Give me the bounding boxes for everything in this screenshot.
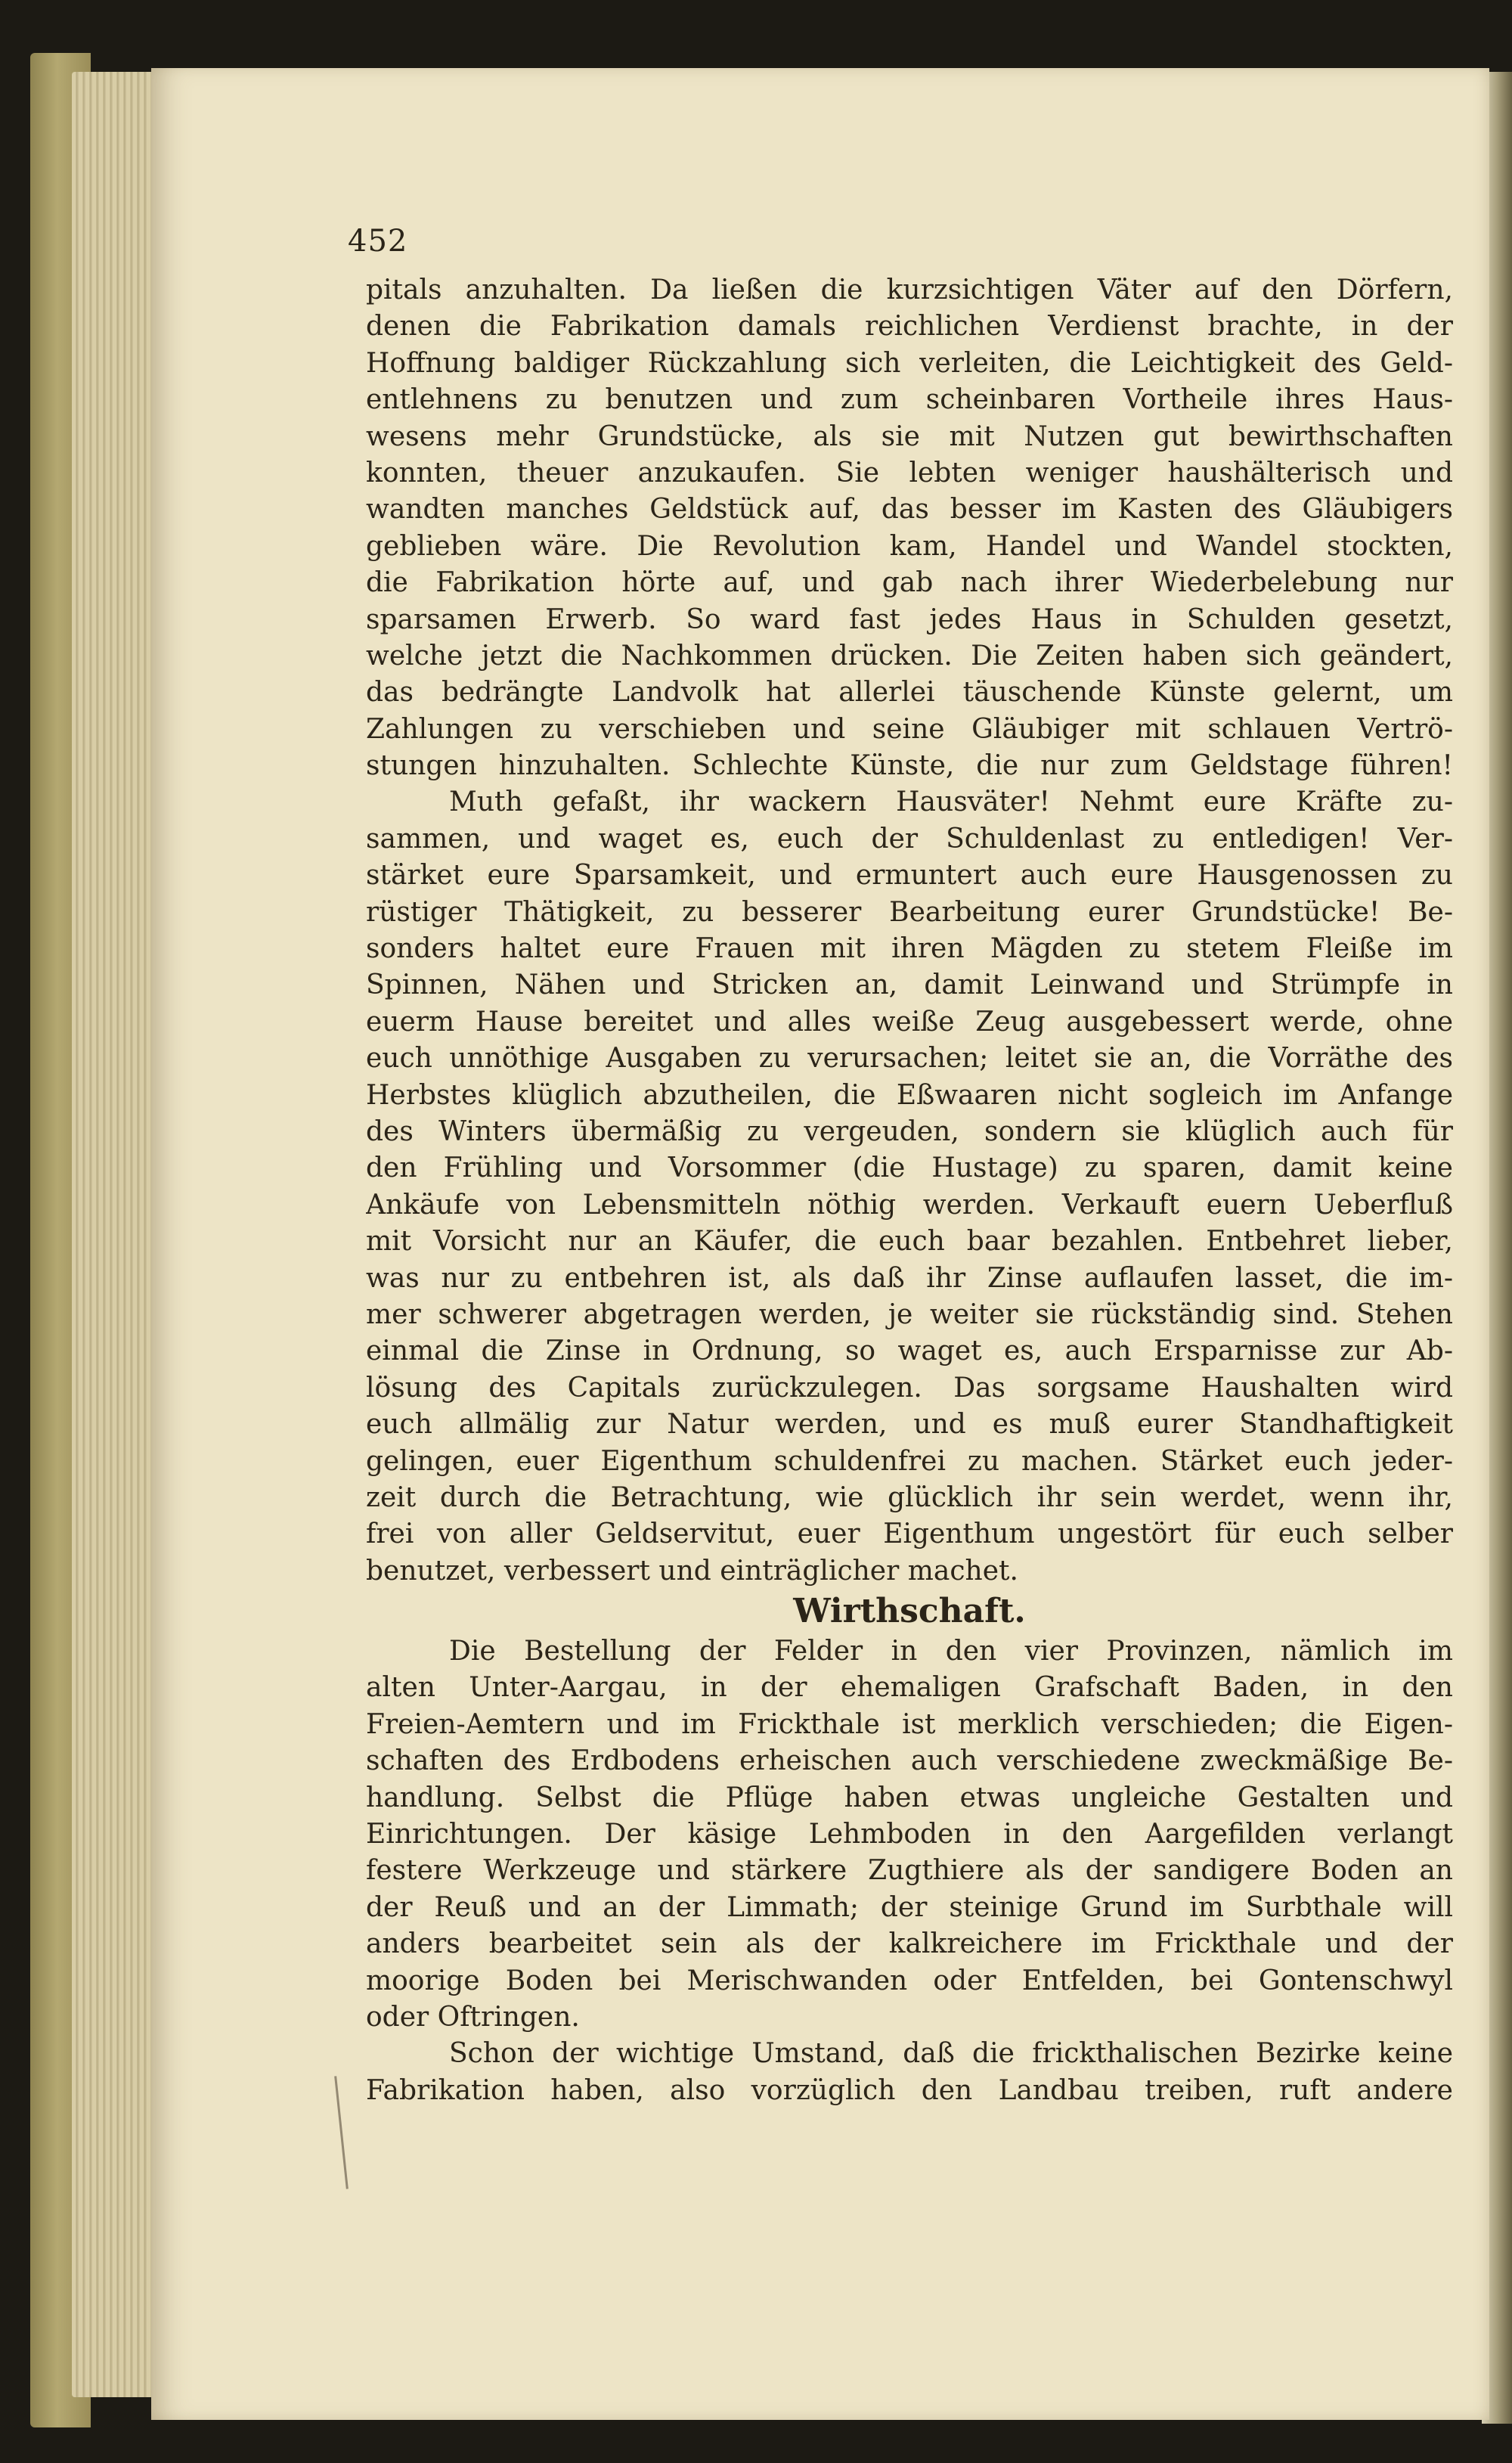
text-line: gelingen, euer Eigenthum schuldenfrei zu machen. Stärket euch jeder-	[366, 1445, 1453, 1477]
text-line: sparsamen Erwerb. So ward fast jedes Haus in Schulden gesetzt,	[366, 603, 1453, 635]
page-edges	[72, 72, 163, 2397]
text-line: Freien-Aemtern und im Frickthale ist merklich verschieden; die Eigen-	[366, 1708, 1453, 1740]
paragraph-3	[366, 1633, 1453, 2036]
text-line: wesens mehr Grundstücke, als sie mit Nutzen gut bewirthschaften	[366, 420, 1453, 452]
text-line: geblieben wäre. Die Revolution kam, Handel und Wandel stockten,	[366, 530, 1453, 562]
text-line: lösung des Capitals zurückzulegen. Das sorgsame Haushalten wird	[366, 1372, 1453, 1404]
text-line: Ankäufe von Lebensmitteln nöthig werden. Verkauft euern Ueberfluß	[366, 1189, 1453, 1221]
text-line: einmal die Zinse in Ordnung, so waget es, auch Ersparnisse zur Ab-	[366, 1335, 1453, 1367]
text-line: Hoffnung baldiger Rückzahlung sich verleiten, die Leichtigkeit des Geld-	[366, 347, 1453, 379]
text-line: das bedrängte Landvolk hat allerlei täuschende Künste gelernt, um	[366, 677, 1453, 709]
paragraph-2	[366, 784, 1453, 1590]
text-line: sammen, und waget es, euch der Schuldenlast zu entledigen! Ver-	[366, 823, 1453, 855]
text-line: festere Werkzeuge und stärkere Zugthiere als der sandigere Boden an	[366, 1855, 1453, 1887]
text-line: des Winters übermäßig zu vergeuden, sondern sie klüglich auch für	[366, 1115, 1453, 1147]
text-line: mer schwerer abgetragen werden, je weiter sie rückständig sind. Stehen	[366, 1298, 1453, 1330]
text-line: frei von aller Geldservitut, euer Eigenthum ungestört für euch selber	[366, 1518, 1453, 1550]
text-line: rüstiger Thätigkeit, zu besserer Bearbeitung eurer Grundstücke! Be-	[366, 896, 1453, 928]
text-line: der Reuß und an der Limmath; der steinige Grund im Surbthale will	[366, 1891, 1453, 1923]
text-line: Zahlungen zu verschieben und seine Gläubiger mit schlauen Vertrö-	[366, 713, 1453, 745]
text-line: stärket eure Sparsamkeit, und ermuntert auch eure Hausgenossen zu	[366, 860, 1453, 892]
text-line: schaften des Erdbodens erheischen auch verschiedene zweckmäßige Be-	[366, 1745, 1453, 1777]
text-line: Herbstes klüglich abzutheilen, die Eßwaaren nicht sogleich im Anfange	[366, 1079, 1453, 1111]
text-line: moorige Boden bei Merischwanden oder Entfelden, bei Gontenschwyl	[366, 1965, 1453, 1996]
section-heading: Wirthschaft.	[793, 1592, 1026, 1631]
text-line: konnten, theuer anzukaufen. Sie lebten weniger haushälterisch und	[366, 457, 1453, 489]
text-line: oder Oftringen.	[366, 2001, 580, 2033]
text-line: Muth gefaßt, ihr wackern Hausväter! Nehmt eure Kräfte zu-	[449, 786, 1453, 818]
text-line: wandten manches Geldstück auf, das besser im Kasten des Gläubigers	[366, 494, 1453, 526]
text-line: anders bearbeitet sein als der kalkreichere im Frickthale und der	[366, 1928, 1453, 1960]
text-line: denen die Fabrikation damals reichlichen Verdienst brachte, in der	[366, 311, 1453, 343]
text-line: mit Vorsicht nur an Käufer, die euch baar bezahlen. Entbehret lieber,	[366, 1226, 1453, 1258]
text-line: stungen hinzuhalten. Schlechte Künste, die nur zum Geldstage führen!	[366, 750, 1453, 782]
text-line: Die Bestellung der Felder in den vier Provinzen, nämlich im	[449, 1636, 1453, 1667]
page-number: 452	[348, 224, 408, 259]
text-line: den Frühling und Vorsommer (die Hustage) zu sparen, damit keine	[366, 1152, 1453, 1184]
text-body	[366, 272, 1453, 2109]
text-line: euch unnöthige Ausgaben zu verursachen; leitet sie an, die Vorräthe des	[366, 1043, 1453, 1075]
text-line: Einrichtungen. Der käsige Lehmboden in den Aargefilden verlangt	[366, 1819, 1453, 1850]
text-line: euerm Hause bereitet und alles weiße Zeug ausgebessert werde, ohne	[366, 1006, 1453, 1038]
text-line: Spinnen, Nähen und Stricken an, damit Leinwand und Strümpfe in	[366, 969, 1453, 1001]
text-line: Schon der wichtige Umstand, daß die frickthalischen Bezirke keine	[449, 2038, 1453, 2070]
paragraph-4	[366, 2036, 1453, 2109]
text-line: euch allmälig zur Natur werden, und es muß eurer Standhaftigkeit	[366, 1409, 1453, 1441]
text-line: welche jetzt die Nachkommen drücken. Die Zeiten haben sich geändert,	[366, 640, 1453, 672]
text-line: alten Unter-Aargau, in der ehemaligen Grafschaft Baden, in den	[366, 1672, 1453, 1704]
text-line: was nur zu entbehren ist, als daß ihr Zinse auflaufen lasset, die im-	[366, 1262, 1453, 1294]
text-line: zeit durch die Betrachtung, wie glücklich ihr sein werdet, wenn ihr,	[366, 1481, 1453, 1513]
text-line: sonders haltet eure Frauen mit ihren Mägden zu stetem Fleiße im	[366, 933, 1453, 965]
text-line: entlehnens zu benutzen und zum scheinbaren Vortheile ihres Haus-	[366, 384, 1453, 416]
text-line: benutzet, verbessert und einträglicher machet.	[366, 1555, 1018, 1587]
text-line: Fabrikation haben, also vorzüglich den Landbau treiben, ruft andere	[366, 2074, 1453, 2106]
text-line: pitals anzuhalten. Da ließen die kurzsichtigen Väter auf den Dörfern,	[366, 275, 1453, 306]
paragraph-1	[366, 272, 1453, 784]
text-line: die Fabrikation hörte auf, und gab nach ihrer Wiederbelebung nur	[366, 567, 1453, 599]
text-line: handlung. Selbst die Pflüge haben etwas ungleiche Gestalten und	[366, 1782, 1453, 1813]
